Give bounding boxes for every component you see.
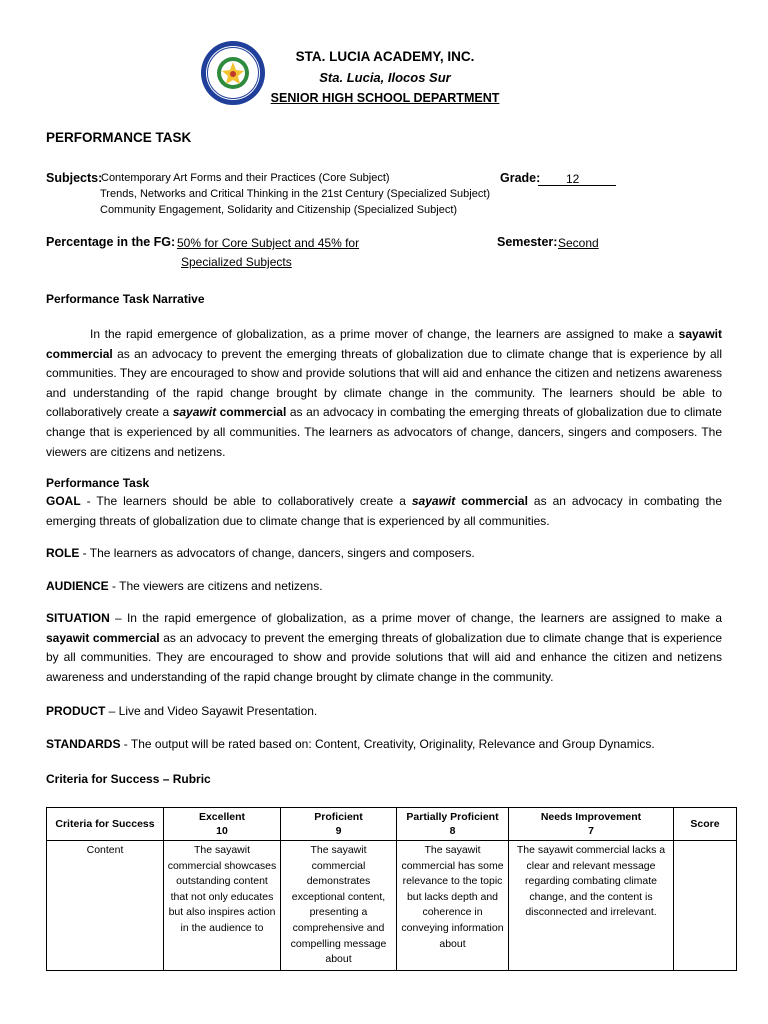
partially-proficient-cell: The sayawit commercial has some relevance to the topic but lacks depth and coherence in conveying information about (397, 841, 509, 971)
subject-item: Community Engagement, Solidarity and Citizenship (Specialized Subject) (100, 204, 458, 216)
criteria-cell: Content (47, 841, 164, 971)
excellent-cell: The sayawit commercial showcases outstanding content that not only educates but also inspires action in the audience to (164, 841, 281, 971)
subject-item: Trends, Networks and Critical Thinking in the 21st Century (Specialized Subject) (100, 188, 491, 200)
percentage-label: Percentage in the FG: (46, 235, 176, 249)
role-paragraph: ROLE - The learners as advocators of change, dancers, singers and composers. (46, 546, 475, 560)
rubric-heading: Criteria for Success – Rubric (46, 772, 211, 786)
product-paragraph: PRODUCT – Live and Video Sayawit Presentation. (46, 704, 318, 718)
semester-value: Second (558, 236, 599, 250)
subject-item: Contemporary Art Forms and their Practices (Core Subject) (101, 172, 390, 184)
grade-label: Grade: (500, 171, 541, 185)
column-header: Needs Improvement 7 (509, 808, 674, 841)
needs-improvement-cell: The sayawit commercial lacks a clear and relevant message regarding combating climate change, and the content is disconnected and irrelevant. (509, 841, 674, 971)
grade-value: 12 (538, 172, 616, 186)
goal-paragraph: GOAL - The learners should be able to collaboratively create a sayawit commercial as an advocacy in combating the emerging threats of globalization due to climate change that is experienced by all communities. (46, 494, 722, 528)
column-header: Partially Proficient 8 (397, 808, 509, 841)
narrative-heading: Performance Task Narrative (46, 292, 205, 306)
rubric-table (46, 807, 737, 971)
score-cell[interactable] (674, 841, 737, 971)
audience-paragraph: AUDIENCE - The viewers are citizens and netizens. (46, 579, 323, 593)
column-header: Criteria for Success (47, 808, 164, 841)
task-heading: Performance Task (46, 476, 150, 490)
school-location: Sta. Lucia, Ilocos Sur (319, 70, 451, 85)
proficient-cell: The sayawit commercial demonstrates exceptional content, presenting a comprehensive and compelling message about (281, 841, 397, 971)
subjects-label: Subjects: (46, 171, 103, 185)
school-name: STA. LUCIA ACADEMY, INC. (295, 49, 475, 64)
percentage-value: 50% for Core Subject and 45% for (177, 236, 360, 250)
standards-paragraph: STANDARDS - The output will be rated based on: Content, Creativity, Originality, Relevance and Group Dynamics. (46, 737, 655, 751)
percentage-value-cont: Specialized Subjects (181, 255, 292, 269)
department-name: SENIOR HIGH SCHOOL DEPARTMENT (270, 91, 500, 105)
column-header: Proficient 9 (281, 808, 397, 841)
narrative-paragraph: In the rapid emergence of globalization, as a prime mover of change, the learners are assigned to make a sayawit commercial as an advocacy to prevent the emerging threats of globalization due to climate change that is experience by all communities. They are encouraged to show and provide solutions that will aid and enhance the citizen and netizens awareness and understanding of the rapid change brought by climate change in the community. The learners should be able to collaboratively create a sayawit commercial as an advocacy in combating the emerging threats of globalization due to climate change that is experienced by all communities. The learners as advocators of change, dancers, singers and composers. The viewers are citizens and netizens. (46, 327, 722, 459)
column-header: Excellent 10 (164, 808, 281, 841)
column-header: Score (674, 808, 737, 841)
page-title: PERFORMANCE TASK (46, 130, 192, 145)
semester-label: Semester: (497, 235, 558, 249)
table-row (47, 841, 737, 971)
situation-paragraph: SITUATION – In the rapid emergence of globalization, as a prime mover of change, the learners are assigned to make a sayawit commercial as an advocacy to prevent the emerging threats of globalization due to climate change that is experience by all communities. They are encouraged to show and provide solutions that will aid and enhance the citizen and netizens awareness and understanding of the rapid change brought by climate change in the community. (46, 611, 722, 684)
rubric-header-row (47, 808, 737, 841)
